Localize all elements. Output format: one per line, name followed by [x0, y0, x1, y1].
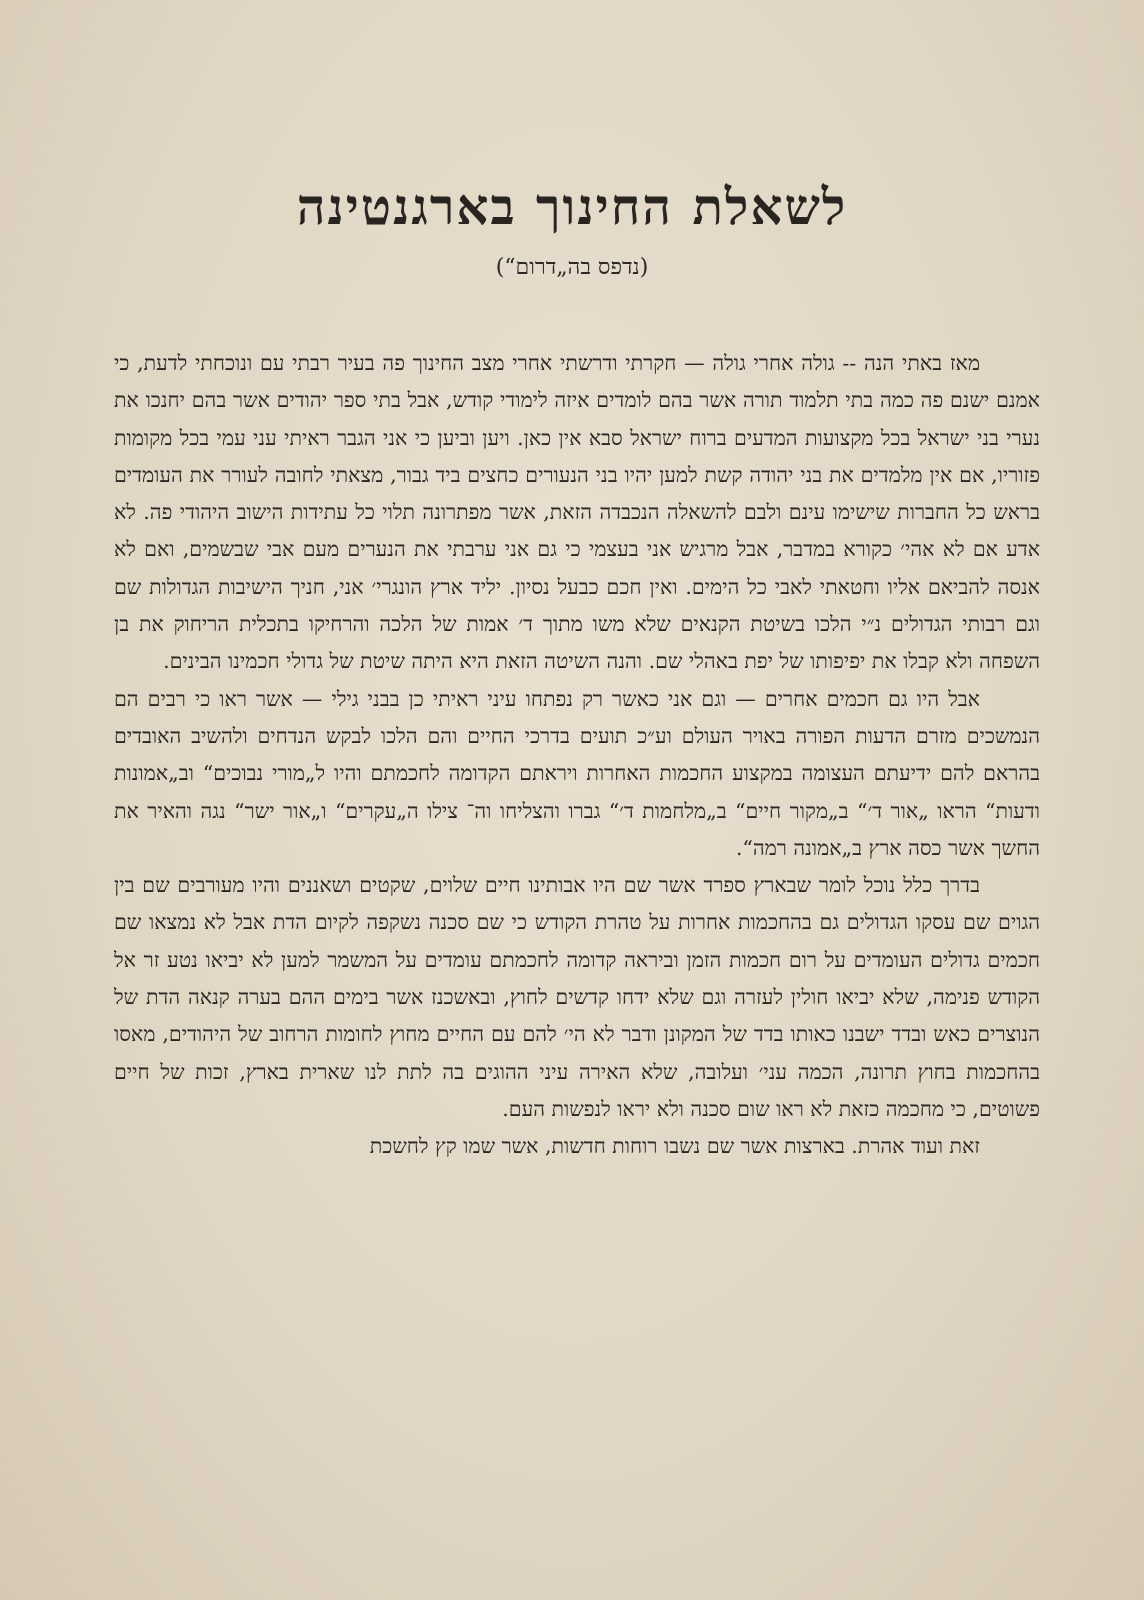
- article-body: [114, 345, 1040, 1166]
- document-title: לשאלת החינוך בארגנטינה: [296, 176, 848, 236]
- document-subtitle: (נדפס בה„דרום“): [495, 255, 649, 280]
- paragraph: מאז באתי הנה -- גולה אחרי גולה — חקרתי ודרשתי אחרי מצב החינוך פה בעיר רבתי עם ונוכחתי לדעת, כי אמנם ישנם פה כמה בתי תלמוד תורה אשר בהם לומדים איזה לימודי קודש, אבל בתי ספר יהודים אשר בהם יחנכו את נערי בני ישראל בכל מקצועות המדעים ברוח ישראל סבא אין כאן. ויען וביען כי אני הגבר ראיתי עני עמי בכל מקומות פזוריו, אם אין מלמדים את בני יהודה קשת למען יהיו בני הנעורים כחצים ביד גבור, מצאתי לחובה לעורר את העומדים בראש כל החברות שישימו עינם ולבם להשאלה הנכבדה הזאת, אשר מפתרונה תלוי כל עתידות הישוב היהודי פה. לא אדע אם לא אהי׳ כקורא במדבר, אבל מרגיש אני בעצמי כי גם אני ערבתי את הנערים מעם אבי שבשמים, ואם לא אנסה להביאם אליו וחטאתי לאבי כל הימים. ואין חכם כבעל נסיון. יליד ארץ הונגרי׳ אני, חניך הישיבות הגדולות שם וגם רבותי הגדולים נ״י הלכו בשיטת הקנאים שלא משו מתוך ד׳ אמות של הלכה והרחיקו בתכלית הריחוק את בן השפחה ולא קבלו את יפיפותו של יפת באהלי שם. והנה השיטה הזאת היא היתה שיטת של גדולי חכמינו הבינים.: [114, 351, 1040, 674]
- paragraph: זאת ועוד אהרת. בארצות אשר שם נשבו רוחות חדשות, אשר שמו קץ לחשכת: [369, 1134, 980, 1159]
- paragraph: אבל היו גם חכמים אחרים — וגם אני כאשר רק נפתחו עיני ראיתי כן בבני גילי — אשר ראו כי רבים הם הנמשכים מזרם הדעות הפורה באויר העולם וע״כ תועים בדרכי החיים והם הלכו לבקש הנדחים ולהשיב האובדים בהראם להם ידיעתם העצומה במקצוע החכמות האחרות ויראתם הקדומה לחכמתם והיו ל„מורי נבוכים“ וב„אמונות ודעות“ הראו „אור ד׳“ ב„מקור חיים“ ב„מלחמות ד׳“ גברו והצליחו וה־ צילו ה„עקרים“ ו„אור ישר“ נגה והאיר את החשך אשר כסה ארץ ב„אמונה רמה“.: [114, 686, 1040, 860]
- paragraph: בדרך כלל נוכל לומר שבארץ ספרד אשר שם היו אבותינו חיים שלוים, שקטים ושאננים והיו מעורבים שם בין הגוים שם עסקו הגדולים גם בהחכמות אחרות על טהרת הקודש כי שם סכנה נשקפה לקיום הדת אבל לא נמצאו שם חכמים גדולים העומדים על רום חכמות הזמן וביראה קדומה לחכמתם עומדים על המשמר למען לא יביאו נטע זר אל הקודש פנימה, שלא יביאו חולין לעזרה וגם שלא ידחו קדשים לחוץ, ובאשכנז אשר בימים ההם בערה קנאה הדת של הנוצרים כאש ובדד ישבנו כאותו בדד של המקונן ודבר לא הי׳ להם עם החיים מחוץ לחומות הרחוב של היהודים, מאסו בהחכמות בחוץ תרונה, הכמה עני׳ ועלובה, שלא האירה עיני ההוגים בה לתת לנו שארית בארץ, זכות של חיים פשוטים, כי מחכמה כזאת לא ראו שום סכנה ולא יראו לנפשות העם.: [114, 873, 1040, 1121]
